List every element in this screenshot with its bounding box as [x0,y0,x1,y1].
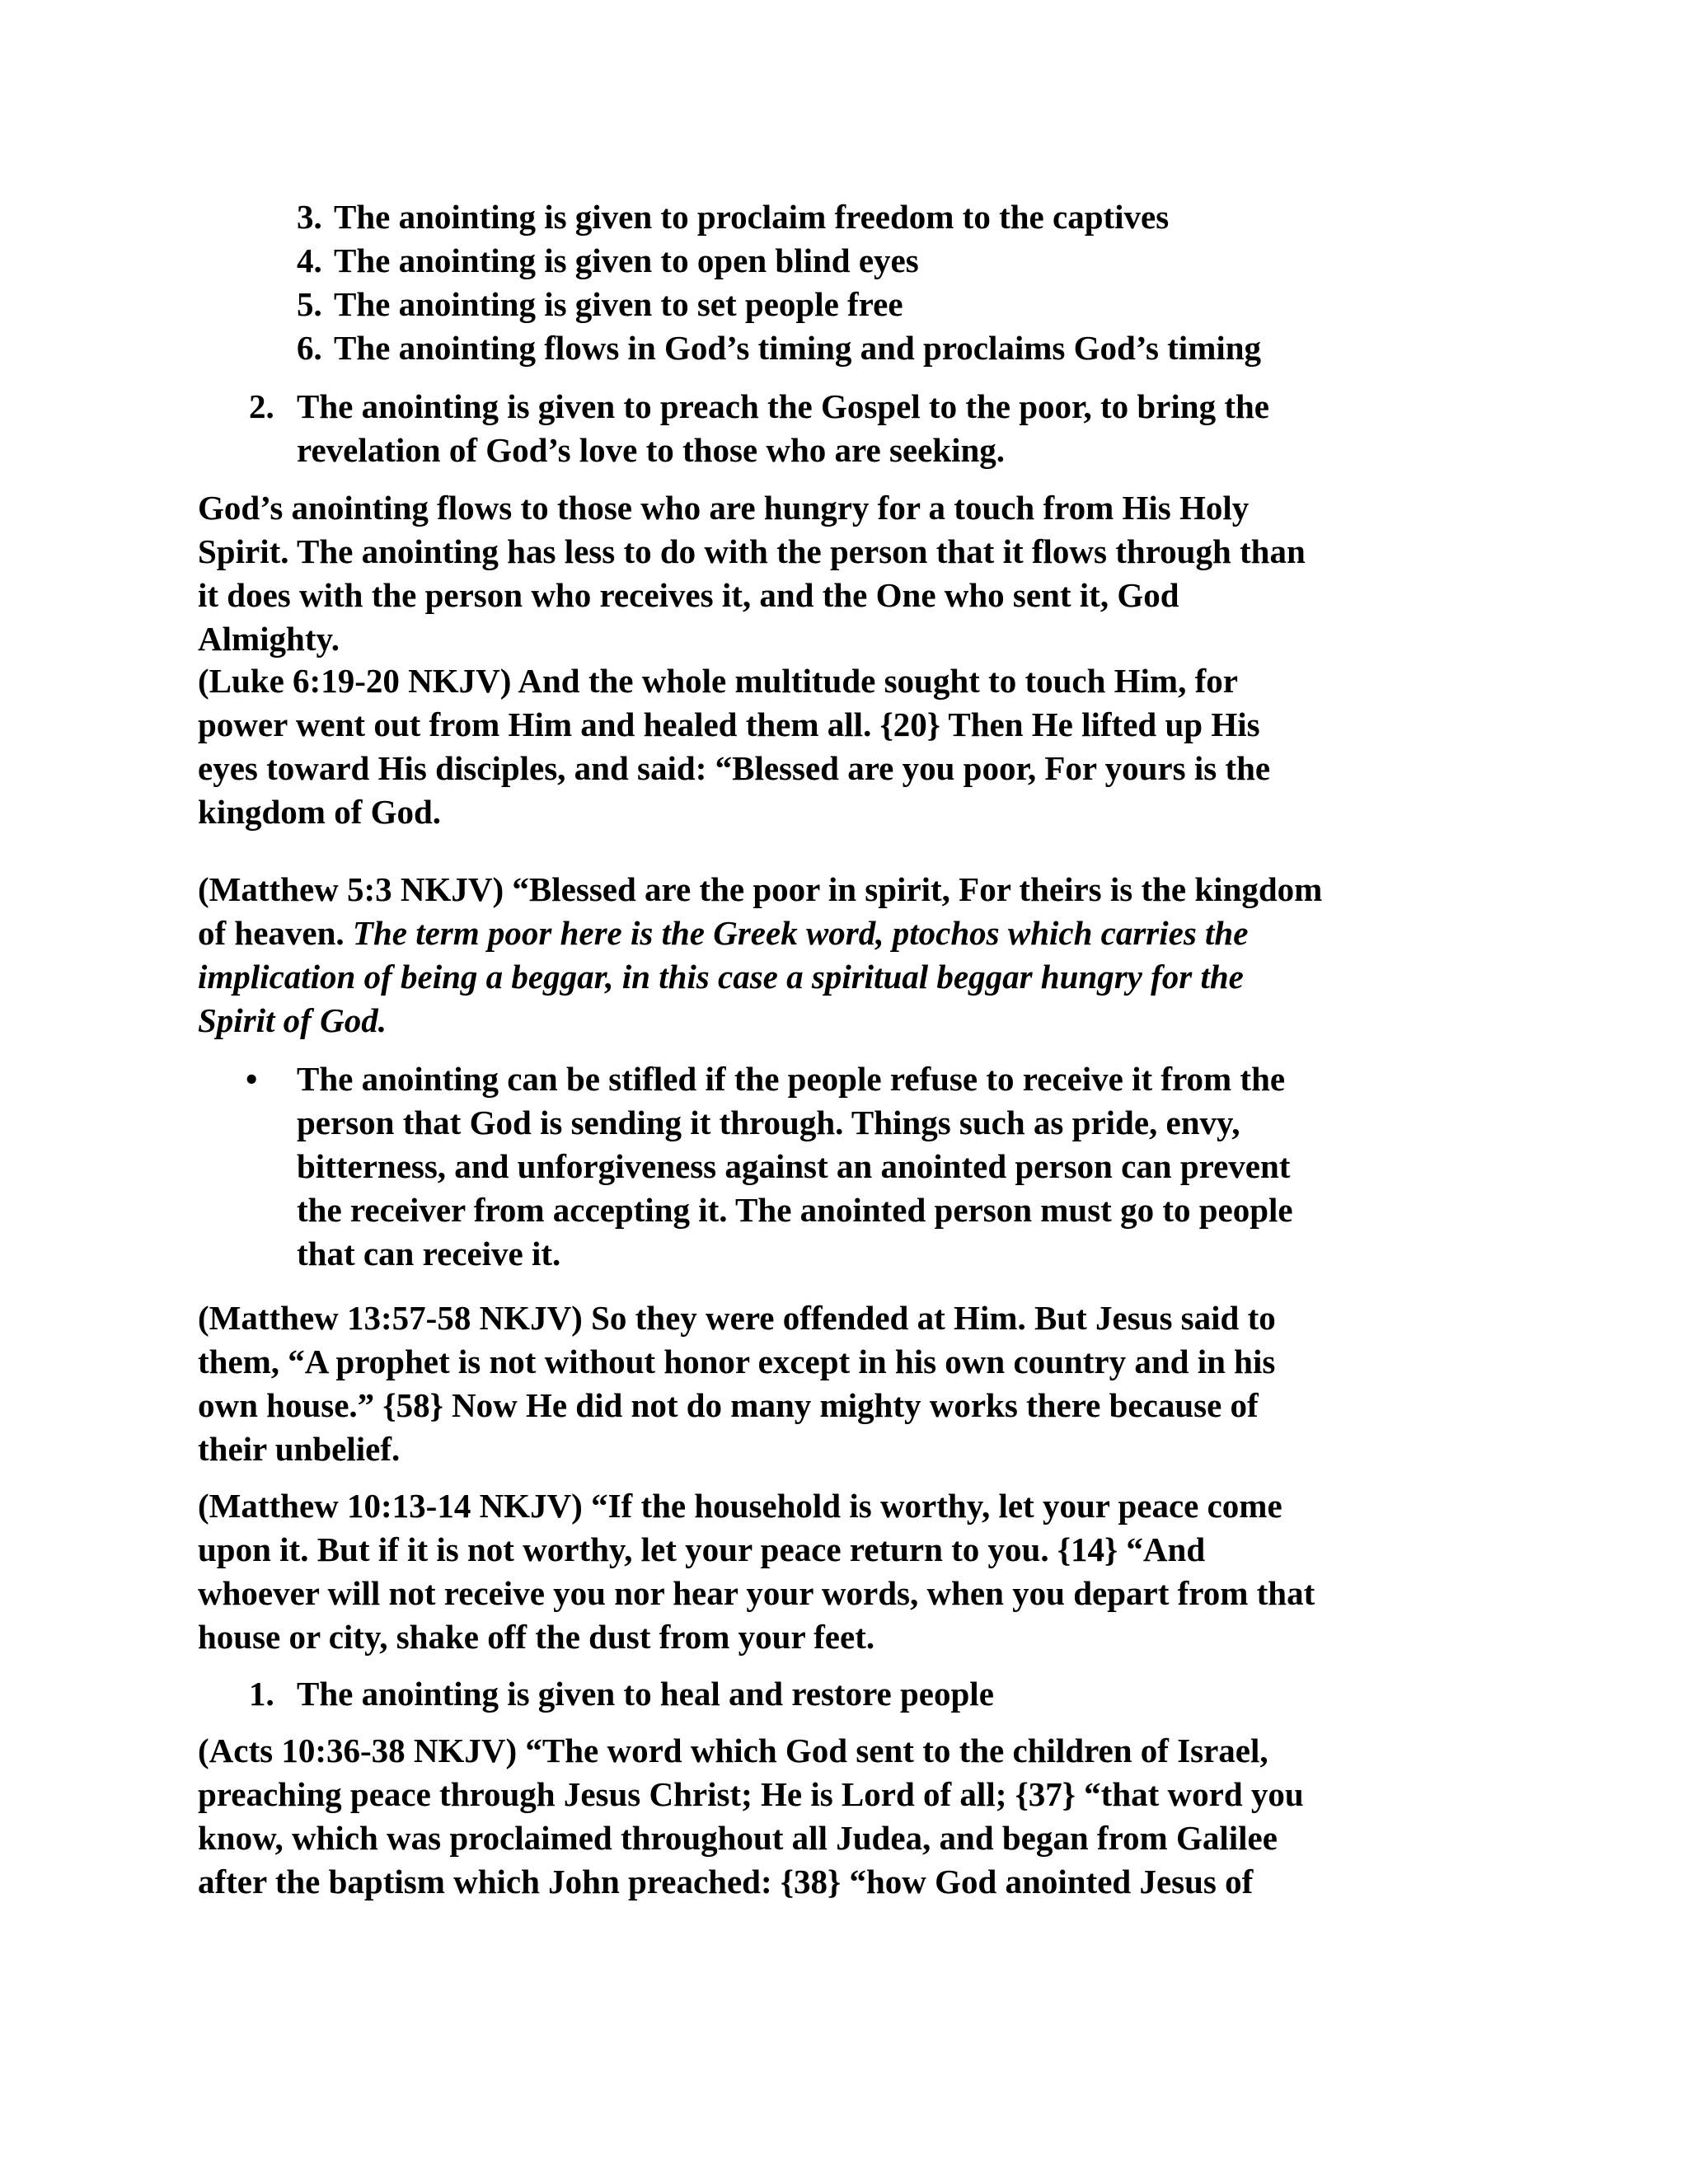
list-item [297,239,1484,283]
text-line: God’s anointing flows to those who are hungry for a touch from His Holy [198,489,1250,527]
bullet-point [246,1057,1484,1276]
numbered-point-1 [249,1672,1484,1716]
scripture-matthew-13-57 [198,1296,1484,1471]
scripture-luke [198,659,1484,834]
text-line: kingdom of God. [198,793,442,831]
paragraph-anointing-flows [198,486,1484,661]
text-line: revelation of God’s love to those who are seeking. [297,431,1006,469]
bullet-icon: • [246,1060,258,1098]
text-line: it does with the person who receives it, and the One who sent it, God [198,576,1179,614]
text-line: own house.” {58} Now He did not do many mighty works there because of [198,1386,1259,1424]
list-text: The anointing is given to open blind eyes [334,241,919,279]
list-item [297,326,1484,370]
text-line: the receiver from accepting it. The anointed person must go to people [297,1191,1293,1229]
list-number: 2. [249,387,274,425]
numbered-point-2 [249,385,1484,472]
list-text: The anointing is given to set people free [334,285,903,323]
text-line: (Matthew 13:57-58 NKJV) So they were offended at Him. But Jesus said to [198,1299,1276,1337]
text-line: whoever will not receive you nor hear your words, when you depart from that [198,1574,1315,1612]
text-italic: The term poor here is the Greek word, ptochos which carries the [352,914,1249,952]
list-number: 4. [297,241,322,279]
text-line: their unbelief. [198,1430,401,1468]
text-line: that can receive it. [297,1235,561,1272]
text-line: know, which was proclaimed throughout all Judea, and began from Galilee [198,1819,1278,1857]
text-line: power went out from Him and healed them all. {20} Then He lifted up His [198,705,1260,743]
list-number: 6. [297,329,322,367]
list-item [297,195,1484,239]
text-line: house or city, shake off the dust from your feet. [198,1618,875,1656]
text-line-italic: implication of being a beggar, in this case a spiritual beggar hungry for the [198,958,1244,996]
list-item [297,283,1484,326]
list-number: 1. [249,1675,274,1713]
text-normal: of heaven. [198,914,353,952]
sub-list [297,195,1484,370]
text-line: The anointing can be stifled if the people refuse to receive it from the [297,1060,1286,1098]
text-line: (Acts 10:36-38 NKJV) “The word which God sent to the children of Israel, [198,1732,1268,1769]
text-line: Almighty. [198,620,340,658]
scripture-matthew-10-13 [198,1484,1484,1659]
scripture-acts [198,1729,1484,1904]
text-line: person that God is sending it through. Things such as pride, envy, [297,1104,1240,1141]
list-number: 3. [297,198,322,236]
text-line: preaching peace through Jesus Christ; He is Lord of all; {37} “that word you [198,1775,1304,1813]
text-line: (Luke 6:19-20 NKJV) And the whole multitude sought to touch Him, for [198,662,1238,700]
text-line [198,912,1484,955]
text-line: (Matthew 10:13-14 NKJV) “If the household is worthy, let your peace come [198,1487,1282,1525]
list-number: 5. [297,285,322,323]
text-line: The anointing is given to preach the Gospel to the poor, to bring the [297,387,1269,425]
text-line: upon it. But if it is not worthy, let your peace return to you. {14} “And [198,1530,1206,1568]
list-text: The anointing is given to proclaim freedom to the captives [334,198,1170,236]
text-line: The anointing is given to heal and restore people [297,1675,994,1713]
text-line-italic: Spirit of God. [198,1001,387,1039]
text-line: bitterness, and unforgiveness against an anointed person can prevent [297,1147,1291,1185]
text-line: Spirit. The anointing has less to do with the person that it flows through than [198,532,1306,570]
text-line: (Matthew 5:3 NKJV) “Blessed are the poor in spirit, For theirs is the kingdom [198,870,1323,908]
list-text: The anointing flows in God’s timing and proclaims God’s timing [334,329,1262,367]
text-line: after the baptism which John preached: {38} “how God anointed Jesus of [198,1863,1254,1900]
text-line: eyes toward His disciples, and said: “Blessed are you poor, For yours is the [198,749,1271,787]
text-line: them, “A prophet is not without honor except in his own country and in his [198,1343,1276,1380]
scripture-matthew-5-3 [198,868,1484,1043]
